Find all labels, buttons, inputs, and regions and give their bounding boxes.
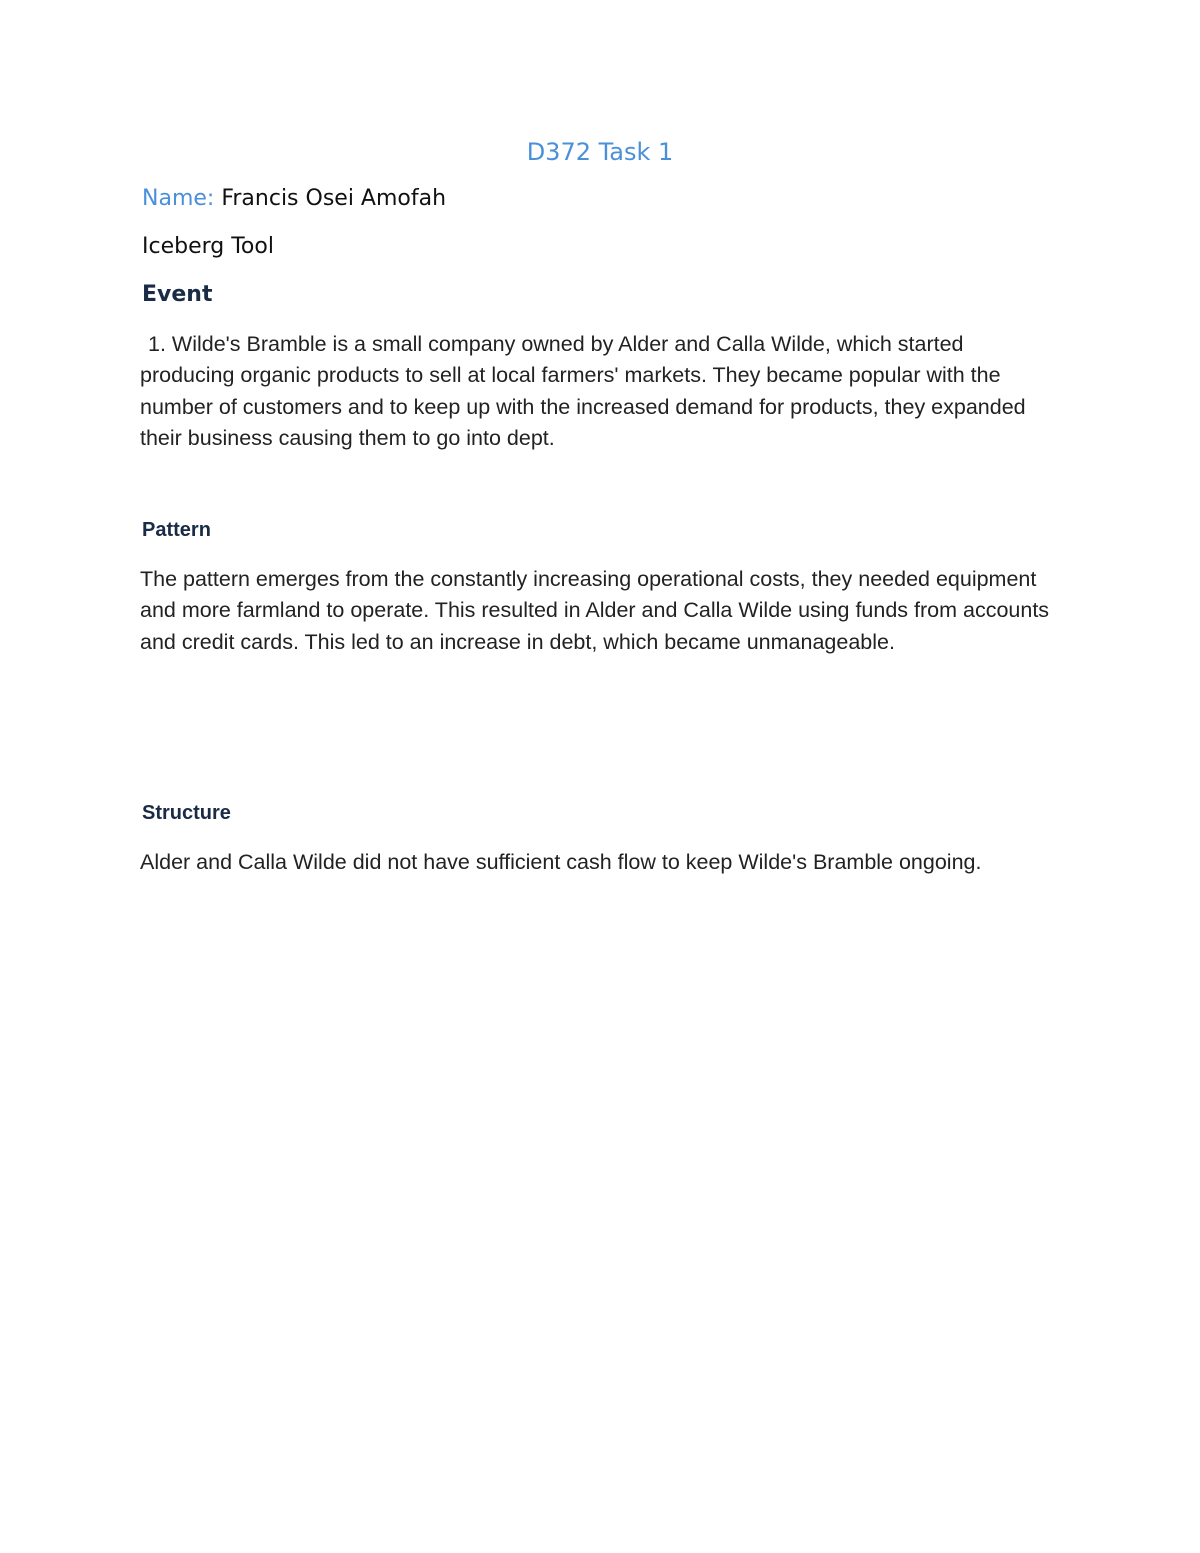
pattern-heading: Pattern (142, 519, 211, 541)
author-name: Francis Osei Amofah (221, 186, 447, 211)
event-list-number: 1. (148, 332, 166, 356)
document-subtitle: Iceberg Tool (142, 234, 274, 259)
event-heading: Event (142, 282, 213, 307)
author-line (142, 186, 446, 211)
pattern-paragraph: The pattern emerges from the constantly increasing operational costs, they needed equipment and more farmland to operate. This resulted in Alder and Calla Wilde using funds from accounts and credit cards. This led to an increase in debt, which became unmanageable. (140, 567, 1050, 654)
event-paragraph (140, 329, 1060, 454)
event-text: Wilde's Bramble is a small company owned by Alder and Calla Wilde, which started producing organic products to sell at local farmers' markets. They became popular with the number of customers and to keep up with the increased demand for products, they expanded their business causing them to go into dept. (140, 332, 1026, 450)
document-title: D372 Task 1 (526, 138, 674, 166)
structure-paragraph: Alder and Calla Wilde did not have sufficient cash flow to keep Wilde's Bramble ongoing. (140, 850, 982, 874)
structure-heading: Structure (142, 802, 231, 824)
author-label: Name: (142, 186, 215, 211)
